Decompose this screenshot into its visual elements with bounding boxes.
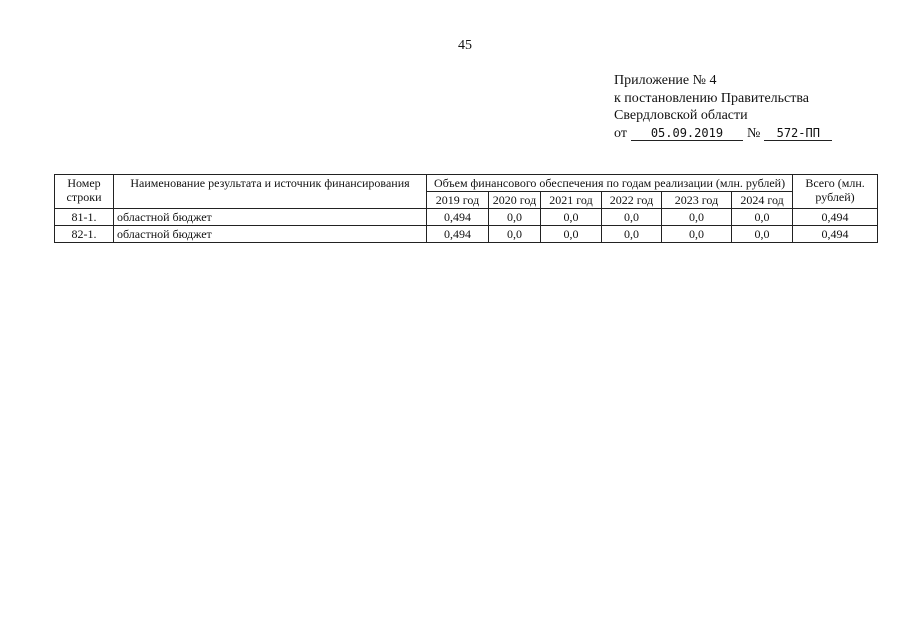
total-header: Всего (млн. рублей) bbox=[793, 175, 878, 209]
row-total: 0,494 bbox=[793, 226, 878, 243]
value-2020: 0,0 bbox=[489, 209, 541, 226]
page-number: 45 bbox=[458, 38, 472, 53]
row-name: областной бюджет bbox=[114, 226, 427, 243]
value-2019: 0,494 bbox=[427, 226, 489, 243]
year-header-2021: 2021 год bbox=[541, 192, 602, 209]
row-number-header: Номер строки bbox=[55, 175, 114, 209]
appendix-date-number bbox=[614, 125, 832, 143]
resolution-number: 572-ПП bbox=[764, 126, 832, 141]
funding-group-header: Объем финансового обеспечения по годам реализации (млн. рублей) bbox=[427, 175, 793, 192]
appendix-resolution: к постановлению Правительства bbox=[614, 90, 810, 106]
value-2024: 0,0 bbox=[732, 209, 793, 226]
date-prefix: от bbox=[614, 125, 627, 141]
value-2023: 0,0 bbox=[662, 209, 732, 226]
row-name: областной бюджет bbox=[114, 209, 427, 226]
value-2022: 0,0 bbox=[602, 226, 662, 243]
row-total: 0,494 bbox=[793, 209, 878, 226]
funding-table bbox=[54, 174, 878, 243]
year-header-2019: 2019 год bbox=[427, 192, 489, 209]
value-2023: 0,0 bbox=[662, 226, 732, 243]
year-header-2024: 2024 год bbox=[732, 192, 793, 209]
year-header-2020: 2020 год bbox=[489, 192, 541, 209]
value-2021: 0,0 bbox=[541, 226, 602, 243]
header-row-top bbox=[55, 175, 878, 192]
value-2021: 0,0 bbox=[541, 209, 602, 226]
appendix-header bbox=[614, 72, 832, 142]
table-row bbox=[55, 226, 878, 243]
year-header-2022: 2022 год bbox=[602, 192, 662, 209]
resolution-date: 05.09.2019 bbox=[631, 126, 743, 141]
value-2020: 0,0 bbox=[489, 226, 541, 243]
value-2022: 0,0 bbox=[602, 209, 662, 226]
name-header: Наименование результата и источник финансирования bbox=[114, 175, 427, 209]
year-header-2023: 2023 год bbox=[662, 192, 732, 209]
row-number: 82-1. bbox=[55, 226, 114, 243]
value-2019: 0,494 bbox=[427, 209, 489, 226]
number-prefix: № bbox=[746, 125, 761, 141]
table-row bbox=[55, 209, 878, 226]
value-2024: 0,0 bbox=[732, 226, 793, 243]
appendix-title: Приложение № 4 bbox=[614, 73, 717, 88]
appendix-region: Свердловской области bbox=[614, 108, 748, 123]
row-number: 81-1. bbox=[55, 209, 114, 226]
